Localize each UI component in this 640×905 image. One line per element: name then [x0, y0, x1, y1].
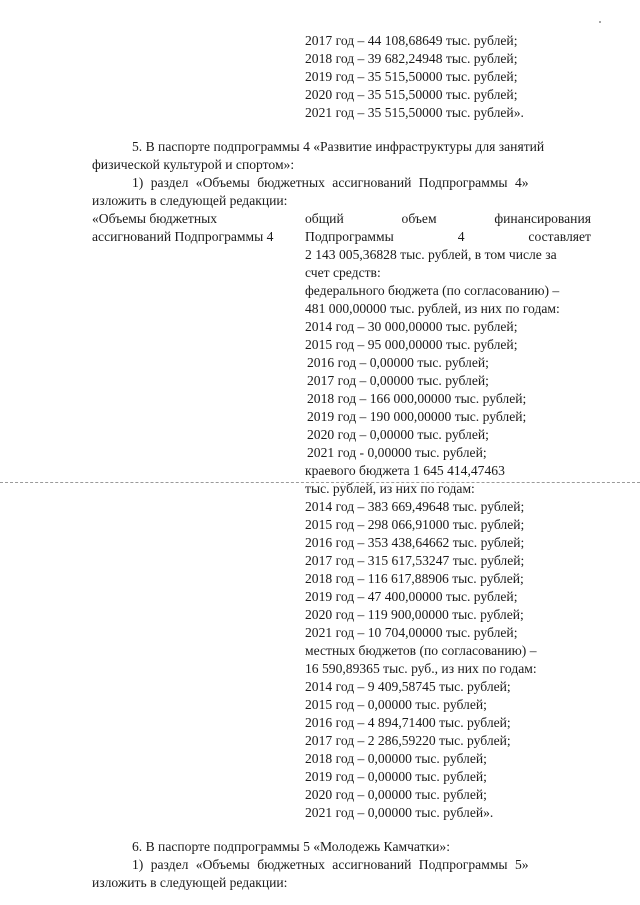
word: общий [305, 211, 344, 226]
local-year-row: 2021 год – 0,00000 тыс. рублей». [305, 805, 494, 820]
local-year-row: 2020 год – 0,00000 тыс. рублей; [305, 787, 487, 802]
federal-year-row: 2020 год – 0,00000 тыс. рублей; [307, 427, 489, 442]
regional-year-row: 2016 год – 353 438,64662 тыс. рублей; [305, 535, 525, 550]
word: Подпрограммы [305, 229, 394, 244]
word: 4 [457, 229, 465, 244]
list-line: 2018 год – 39 682,24948 тыс. рублей; [305, 51, 518, 66]
regional-year-row: 2014 год – 383 669,49648 тыс. рублей; [305, 499, 525, 514]
regional-year-row: 2021 год – 10 704,00000 тыс. рублей; [305, 625, 518, 640]
regional-year-row: 2015 год – 298 066,91000 тыс. рублей; [305, 517, 525, 532]
table-left-label: «Объемы бюджетных [92, 211, 218, 226]
section5-heading-cont: физической культурой и спортом»: [92, 157, 295, 172]
section5-heading: 5. В паспорте подпрограммы 4 «Развитие инфраструктуры для занятий [132, 139, 545, 154]
federal-year-row: 2019 год – 190 000,00000 тыс. рублей; [307, 409, 527, 424]
list-line: 2021 год – 35 515,50000 тыс. рублей». [305, 105, 524, 120]
regional-year-row: 2018 год – 116 617,88906 тыс. рублей; [305, 571, 524, 586]
local-year-row: 2019 год – 0,00000 тыс. рублей; [305, 769, 487, 784]
scan-speck [599, 21, 601, 23]
local-year-row: 2014 год – 9 409,58745 тыс. рублей; [305, 679, 511, 694]
federal-year-row: 2015 год – 95 000,00000 тыс. рублей; [305, 337, 518, 352]
federal-year-row: 2016 год – 0,00000 тыс. рублей; [307, 355, 489, 370]
federal-year-row: 2017 год – 0,00000 тыс. рублей; [307, 373, 489, 388]
federal-year-row: 2018 год – 166 000,00000 тыс. рублей; [307, 391, 527, 406]
funding-sources-label: счет средств: [305, 265, 381, 280]
word: объем [401, 211, 437, 226]
total-amount: 2 143 005,36828 тыс. рублей, в том числе за [305, 247, 557, 262]
federal-budget-amount: 481 000,00000 тыс. рублей, из них по годам: [305, 301, 560, 316]
regional-year-row: 2017 год – 315 617,53247 тыс. рублей; [305, 553, 525, 568]
table-right-line-justified [305, 228, 591, 246]
section5-item: 1) раздел «Объемы бюджетных ассигнований Подпрограммы 4» [132, 175, 529, 190]
section5-item-cont: изложить в следующей редакции: [92, 193, 288, 208]
federal-year-row: 2021 год - 0,00000 тыс. рублей; [307, 445, 487, 460]
local-year-row: 2015 год – 0,00000 тыс. рублей; [305, 697, 487, 712]
local-year-row: 2018 год – 0,00000 тыс. рублей; [305, 751, 487, 766]
word: финансирования [494, 211, 591, 226]
local-budget-label: местных бюджетов (по согласованию) – [305, 643, 537, 658]
local-year-row: 2016 год – 4 894,71400 тыс. рублей; [305, 715, 511, 730]
section6-item: 1) раздел «Объемы бюджетных ассигнований Подпрограммы 5» [132, 857, 529, 872]
section6-item-cont: изложить в следующей редакции: [92, 875, 288, 890]
local-budget-amount: 16 590,89365 тыс. руб., из них по годам: [305, 661, 537, 676]
federal-budget-label: федерального бюджета (по согласованию) – [305, 283, 560, 298]
regional-year-row: 2019 год – 47 400,00000 тыс. рублей; [305, 589, 518, 604]
regional-year-row: 2020 год – 119 900,00000 тыс. рублей; [305, 607, 524, 622]
section6-heading: 6. В паспорте подпрограммы 5 «Молодежь Камчатки»: [132, 839, 450, 854]
federal-year-row: 2014 год – 30 000,00000 тыс. рублей; [305, 319, 518, 334]
list-line: 2017 год – 44 108,68649 тыс. рублей; [305, 33, 518, 48]
table-left-label-cont: ассигнований Подпрограммы 4 [92, 229, 274, 244]
regional-budget-label: краевого бюджета 1 645 414,47463 [305, 463, 505, 478]
list-line: 2020 год – 35 515,50000 тыс. рублей; [305, 87, 518, 102]
word: составляет [528, 229, 591, 244]
regional-budget-amount: тыс. рублей, из них по годам: [305, 481, 475, 496]
local-year-row: 2017 год – 2 286,59220 тыс. рублей; [305, 733, 511, 748]
table-right-line-justified [305, 210, 591, 228]
list-line: 2019 год – 35 515,50000 тыс. рублей; [305, 69, 518, 84]
